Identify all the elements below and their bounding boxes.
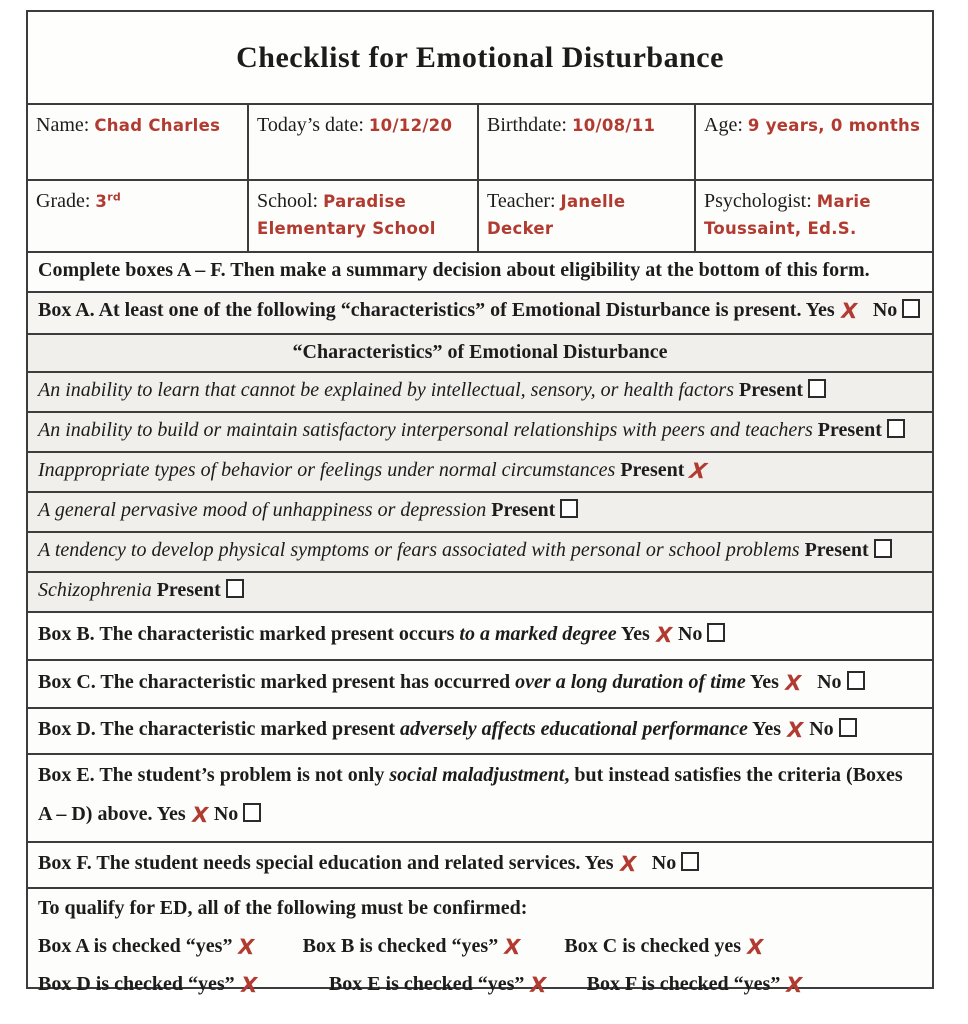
qualify-box-a-item <box>38 935 256 958</box>
present-label: Present <box>156 579 221 601</box>
school-label: School: <box>257 190 319 212</box>
qualify-box-b-text: Box B is checked “yes” <box>302 935 499 957</box>
qualify-box-c-item <box>564 935 764 958</box>
box-b-text: Box B. The characteristic marked present occurs <box>38 623 455 645</box>
qualify-header: To qualify for ED, all of the following must be confirmed: <box>38 897 528 919</box>
box-c-yes-mark[interactable]: X <box>782 670 804 696</box>
box-a-row <box>28 291 932 333</box>
box-f-no-label: No <box>651 852 677 874</box>
present-label: Present <box>804 539 869 561</box>
box-d-no-checkbox[interactable] <box>839 718 857 737</box>
grade-field <box>28 181 247 251</box>
box-e-yes-label: Yes <box>156 803 186 825</box>
characteristic-text: Inappropriate types of behavior or feelings under normal circumstances <box>38 459 616 481</box>
box-b-no-label: No <box>677 623 703 645</box>
qualification-summary-row <box>28 887 932 1002</box>
characteristic-6-present-checkbox[interactable] <box>226 579 244 598</box>
qualify-box-a-mark[interactable]: X <box>236 934 258 960</box>
qualify-line-2 <box>38 973 922 996</box>
qualify-box-e-text: Box E is checked “yes” <box>328 973 525 995</box>
characteristic-4-present-checkbox[interactable] <box>560 499 578 518</box>
characteristic-text: A tendency to develop physical symptoms or fears associated with personal or school problems <box>38 539 800 561</box>
box-c-yes-label: Yes <box>750 671 779 693</box>
checklist-form <box>26 10 934 998</box>
characteristics-header <box>28 333 932 371</box>
box-b-row <box>28 611 932 659</box>
box-f-no-checkbox[interactable] <box>681 852 699 871</box>
date-field <box>247 105 477 179</box>
qualify-line-1 <box>38 935 922 958</box>
box-f-yes-label: Yes <box>584 852 614 874</box>
teacher-field <box>477 181 694 251</box>
instruction-row <box>28 251 932 291</box>
box-b-yes-label: Yes <box>620 623 650 645</box>
qualify-box-c-mark[interactable]: X <box>744 934 766 960</box>
box-e-text-line2: A – D) above. <box>38 803 153 825</box>
box-e-line-2 <box>38 803 922 826</box>
psychologist-field <box>694 181 932 251</box>
birthdate-field <box>477 105 694 179</box>
school-field <box>247 181 477 251</box>
name-label: Name: <box>36 114 90 136</box>
box-e-row <box>28 753 932 841</box>
box-c-italic-text: over a long duration of time <box>515 671 746 693</box>
box-e-text: Box E. The student’s problem is not only <box>38 764 385 786</box>
age-value: 9 years, 0 months <box>747 116 921 135</box>
characteristics-header-text: “Characteristics” of Emotional Disturbance <box>292 341 668 363</box>
box-f-yes-mark[interactable]: X <box>617 851 639 877</box>
characteristic-1-present-checkbox[interactable] <box>808 379 826 398</box>
qualify-box-c-text: Box C is checked yes <box>564 935 742 957</box>
box-d-no-label: No <box>809 718 834 740</box>
characteristic-row <box>28 411 932 451</box>
birthdate-value: 10/08/11 <box>571 116 656 135</box>
box-e-italic-text: social maladjustment <box>389 764 565 786</box>
characteristic-row <box>28 491 932 531</box>
box-f-text: Box F. The student needs special education and related services. <box>38 852 581 874</box>
characteristic-row <box>28 371 932 411</box>
characteristic-row <box>28 531 932 571</box>
characteristic-text: Schizophrenia <box>38 579 152 601</box>
characteristic-2-present-checkbox[interactable] <box>887 419 905 438</box>
box-d-italic-text: adversely affects educational performance <box>399 718 748 740</box>
box-c-text: Box C. The characteristic marked present has occurred <box>38 671 511 693</box>
characteristic-3-present-mark[interactable]: X <box>688 458 709 484</box>
box-d-row <box>28 707 932 753</box>
box-a-yes-label: Yes <box>805 299 835 321</box>
psychologist-value: Marie Toussaint, Ed.S. <box>704 192 871 238</box>
box-a-no-checkbox[interactable] <box>902 299 920 318</box>
title-row <box>28 12 932 103</box>
box-d-yes-label: Yes <box>752 718 782 740</box>
box-c-no-checkbox[interactable] <box>847 671 865 690</box>
box-e-no-checkbox[interactable] <box>243 803 261 822</box>
box-b-italic-text: to a marked degree <box>459 623 617 645</box>
box-c-no-label: No <box>817 671 842 693</box>
characteristic-text: An inability to learn that cannot be explained by intellectual, sensory, or health factors <box>38 379 734 401</box>
age-label: Age: <box>704 114 743 136</box>
date-label: Today’s date: <box>257 114 364 136</box>
qualify-box-f-text: Box F is checked “yes” <box>586 973 781 995</box>
name-field <box>28 105 247 179</box>
box-e-line-1 <box>38 764 922 787</box>
box-d-text: Box D. The characteristic marked present <box>38 718 395 740</box>
present-label: Present <box>817 419 882 441</box>
teacher-label: Teacher: <box>487 190 556 212</box>
characteristic-text: An inability to build or maintain satisfactory interpersonal relationships with peers and teachers <box>38 419 813 441</box>
school-value: Paradise Elementary School <box>257 192 436 238</box>
qualify-box-f-mark[interactable]: X <box>784 972 805 998</box>
box-b-yes-mark[interactable]: X <box>653 622 675 648</box>
psychologist-label: Psychologist: <box>704 190 812 212</box>
qualify-box-b-mark[interactable]: X <box>502 934 523 960</box>
characteristic-row <box>28 571 932 611</box>
box-e-text-cont: , but instead satisfies the criteria (Boxes <box>564 764 903 786</box>
qualify-box-a-text: Box A is checked “yes” <box>38 935 233 957</box>
info-row-2 <box>28 179 932 251</box>
qualify-box-e-mark[interactable]: X <box>528 972 549 998</box>
grade-label: Grade: <box>36 190 91 212</box>
characteristic-row <box>28 451 932 491</box>
qualify-box-d-text: Box D is checked “yes” <box>38 973 235 995</box>
info-row-1 <box>28 103 932 179</box>
characteristic-text: A general pervasive mood of unhappiness or depression <box>38 499 487 521</box>
qualify-box-f-item <box>587 973 804 996</box>
birthdate-label: Birthdate: <box>487 114 567 136</box>
box-a-yes-mark[interactable]: X <box>838 298 860 324</box>
box-c-row <box>28 659 932 707</box>
qualify-box-d-mark[interactable]: X <box>238 972 260 998</box>
box-e-no-label: No <box>213 803 239 825</box>
qualify-box-b-item <box>303 935 522 958</box>
present-label: Present <box>620 459 685 481</box>
box-e-yes-mark[interactable]: X <box>189 802 211 828</box>
box-a-text: Box A. At least one of the following “characteristics” of Emotional Disturbance is present. <box>38 299 802 321</box>
qualify-box-e-item <box>329 973 548 996</box>
date-value: 10/12/20 <box>368 116 453 135</box>
grade-value: 3rd <box>95 190 122 211</box>
name-value: Chad Charles <box>94 116 221 135</box>
present-label: Present <box>739 379 804 401</box>
page-title: Checklist for Emotional Disturbance <box>236 40 724 74</box>
box-f-row <box>28 841 932 887</box>
characteristic-5-present-checkbox[interactable] <box>874 539 892 558</box>
instruction-text: Complete boxes A – F. Then make a summary decision about eligibility at the bottom of this form. <box>38 259 870 281</box>
teacher-value: Janelle Decker <box>487 192 626 238</box>
box-b-no-checkbox[interactable] <box>707 623 725 642</box>
qualify-box-d-item <box>38 973 258 996</box>
age-field <box>694 105 932 179</box>
box-a-no-label: No <box>872 299 898 321</box>
box-d-yes-mark[interactable]: X <box>784 717 806 743</box>
present-label: Present <box>491 499 556 521</box>
